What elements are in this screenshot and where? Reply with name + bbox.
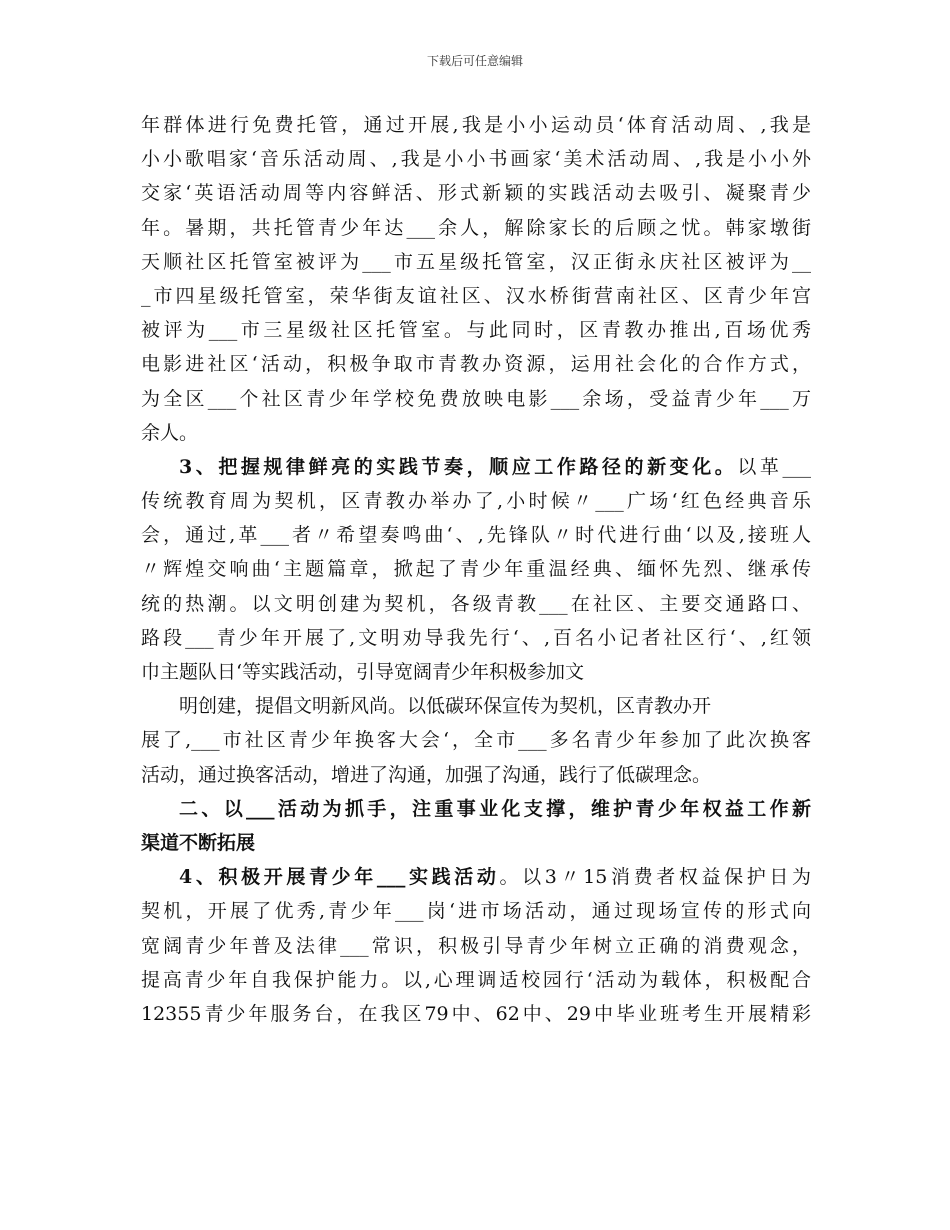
- document-body: [141, 108, 811, 1031]
- page-header: 下载后可任意编辑: [426, 54, 523, 68]
- paragraph: [141, 450, 811, 689]
- text-line: 传统教育周为契机，区青教办举办了,小时候〃___广场‘红色经典音乐: [141, 490, 811, 513]
- section-heading: 4、积极开展青少年___实践活动: [179, 866, 500, 889]
- text-line: 天顺社区托管室被评为___市五星级托管室，汉正街永庆社区被评为__: [141, 250, 811, 273]
- text-run: 以革___: [737, 455, 811, 478]
- text-line: 12355青少年服务台，在我区79中、62中、29中毕业班考生开展精彩: [141, 1002, 811, 1025]
- text-line: 提高青少年自我保护能力。以,心理调适校园行‘活动为载体，积极配合: [141, 968, 811, 991]
- text-line: 年。暑期，共托管青少年达___余人，解除家长的后顾之忧。韩家墩街: [141, 216, 811, 239]
- text-line: 电影进社区‘活动，积极争取市青教办资源，运用社会化的合作方式，: [141, 353, 811, 376]
- text-line: 小小歌唱家‘音乐活动周、,我是小小书画家‘美术活动周、,我是小小外: [141, 148, 811, 171]
- paragraph: [141, 860, 811, 1031]
- text-line: 为全区___个社区青少年学校免费放映电影___余场，受益青少年___万: [141, 387, 811, 410]
- text-line: 明创建，提倡文明新风尚。以低碳环保宣传为契机，区青教办开: [179, 695, 712, 718]
- text-line: [141, 450, 811, 484]
- text-line: 渠道不断拓展: [141, 831, 256, 854]
- paragraph: [141, 689, 811, 792]
- text-line: 年群体进行免费托管，通过开展,我是小小运动员‘体育活动周、,我是: [141, 114, 811, 136]
- section-heading: 3、把握规律鲜亮的实践节奏，顺应工作路径的新变化。: [179, 455, 738, 478]
- paragraph: [141, 108, 811, 450]
- text-line: 契机，开展了优秀,青少年___岗‘进市场活动，通过现场宣传的形式向: [141, 900, 811, 923]
- text-line: 路段___青少年开展了,文明劝导我先行‘、,百名小记者社区行‘、,红领: [141, 626, 811, 649]
- text-line: 〃辉煌交响曲‘主题篇章，掀起了青少年重温经典、缅怀先烈、继承传: [141, 558, 811, 581]
- text-line: 交家‘英语活动周等内容鲜活、形式新颖的实践活动去吸引、凝聚青少: [141, 182, 811, 205]
- text-line: 展了,___市社区青少年换客大会‘，全市___多名青少年参加了此次换客: [141, 729, 811, 752]
- text-line: 活动，通过换客活动，增进了沟通，加强了沟通，践行了低碳理念。: [141, 763, 712, 786]
- text-line: 统的热潮。以文明创建为契机，各级青教___在社区、主要交通路口、: [141, 592, 811, 615]
- text-line: 余人。: [141, 421, 199, 444]
- text-line: 会，通过,革___者〃希望奏鸣曲‘、,先锋队〃时代进行曲‘以及,接班人: [141, 524, 811, 547]
- text-line: _市四星级托管室，荣华街友谊社区、汉水桥街营南社区、区青少年宫: [141, 284, 811, 307]
- section-title: [141, 792, 811, 860]
- text-line: 宽阔青少年普及法律___常识，积极引导青少年树立正确的消费观念，: [141, 934, 811, 957]
- text-line: 巾主题队日‘等实践活动，引导宽阔青少年积极参加文: [141, 661, 585, 683]
- text-run: 。以3〃15消费者权益保护日为: [499, 866, 811, 889]
- text-line: 二、以___活动为抓手，注重事业化支撑，维护青少年权益工作新: [179, 797, 811, 820]
- text-line: 被评为___市三星级社区托管室。与此同时，区青教办推出,百场优秀: [141, 319, 811, 342]
- text-line: [141, 860, 811, 894]
